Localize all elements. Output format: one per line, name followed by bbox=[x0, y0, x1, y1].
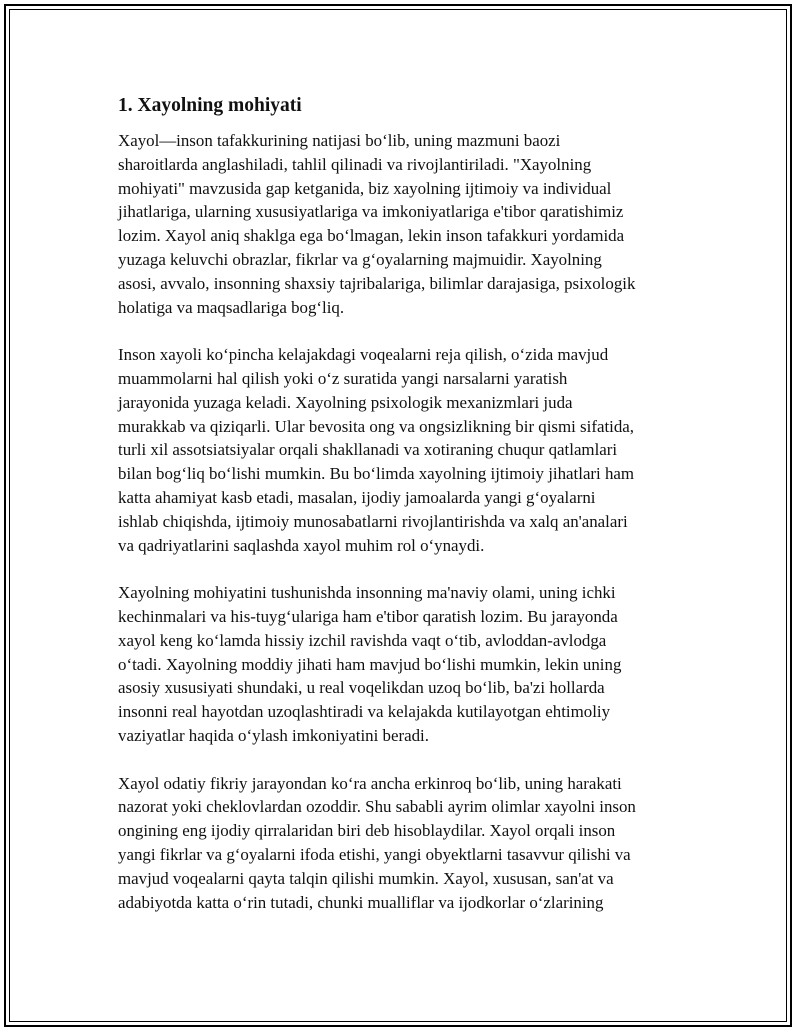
document-body bbox=[118, 92, 688, 938]
paragraph-2: Inson xayoli ko‘pincha kelajakdagi voqealarni reja qilish, o‘zida mavjud muammolarni hal qilish yoki o‘z suratida yangi narsalarni yaratish jarayonida yuzaga keladi. Xayolning psixologik mexanizmlari juda murakkab va qiziqarli. Ular bevosita ong va ongsizlikning bir qismi sifatida, turli xil assotsiatsiyalar orqali shakllanadi va xotiraning chuqur qatlamlari bilan bog‘liq bo‘lishi mumkin. Bu bo‘limda xayolning ijtimoiy jihatlari ham katta ahamiyat kasb etadi, masalan, ijodiy jamoalarda yangi g‘oyalarni ishlab chiqishda, ijtimoiy munosabatlarni rivojlantirishda va xalq an'analari va qadriyatlarini saqlashda xayol muhim rol o‘ynaydi. bbox=[118, 345, 635, 555]
paragraph-3: Xayolning mohiyatini tushunishda insonning ma'naviy olami, uning ichki kechinmalari va his-tuyg‘ulariga ham e'tibor qaratish lozim. Bu jarayonda xayol keng ko‘lamda hissiy izchil ravishda vaqt o‘tib, avloddan-avlodga o‘tadi. Xayolning moddiy jihati ham mavjud bo‘lishi mumkin, lekin uning asosiy xususiyati shundaki, u real voqelikdan uzoq bo‘lib, ba'zi hollarda insonni real hayotdan uzoqlashtiradi va kelajakda kutilayotgan ehtimoliy vaziyatlar haqida o‘ylash imkoniyatini beradi. bbox=[118, 583, 622, 745]
paragraph-1: Xayol—inson tafakkurining natijasi bo‘lib, uning mazmuni baozi sharoitlarda anglashiladi, tahlil qilinadi va rivojlantiriladi. "Xayolning mohiyati" mavzusida gap ketganida, biz xayolning ijtimoiy va individual jihatlariga, ularning xususiyatlariga va imkoniyatlariga e'tibor qaratishimiz lozim. Xayol aniq shaklga ega bo‘lmagan, lekin inson tafakkuri yordamida yuzaga keluvchi obrazlar, fikrlar va g‘oyalarning majmuidir. Xayolning asosi, avvalo, insonning shaxsiy tajribalariga, bilimlar darajasiga, psixologik holatiga va maqsadlariga bog‘liq. bbox=[118, 131, 636, 317]
paragraph-4: Xayol odatiy fikriy jarayondan ko‘ra ancha erkinroq bo‘lib, uning harakati nazorat yoki cheklovlardan ozoddir. Shu sababli ayrim olimlar xayolni inson ongining eng ijodiy qirralaridan biri deb hisoblaydilar. Xayol orqali inson yangi fikrlar va g‘oyalarni ifoda etishi, yangi obyektlarni tasavvur qilishi va mavjud voqealarni qayta talqin qilishi mumkin. Xayol, xususan, san'at va adabiyotda katta o‘rin tutadi, chunki mualliflar va ijodkorlar o‘zlarining bbox=[118, 773, 636, 912]
section-heading: 1. Xayolning mohiyati bbox=[118, 95, 302, 116]
